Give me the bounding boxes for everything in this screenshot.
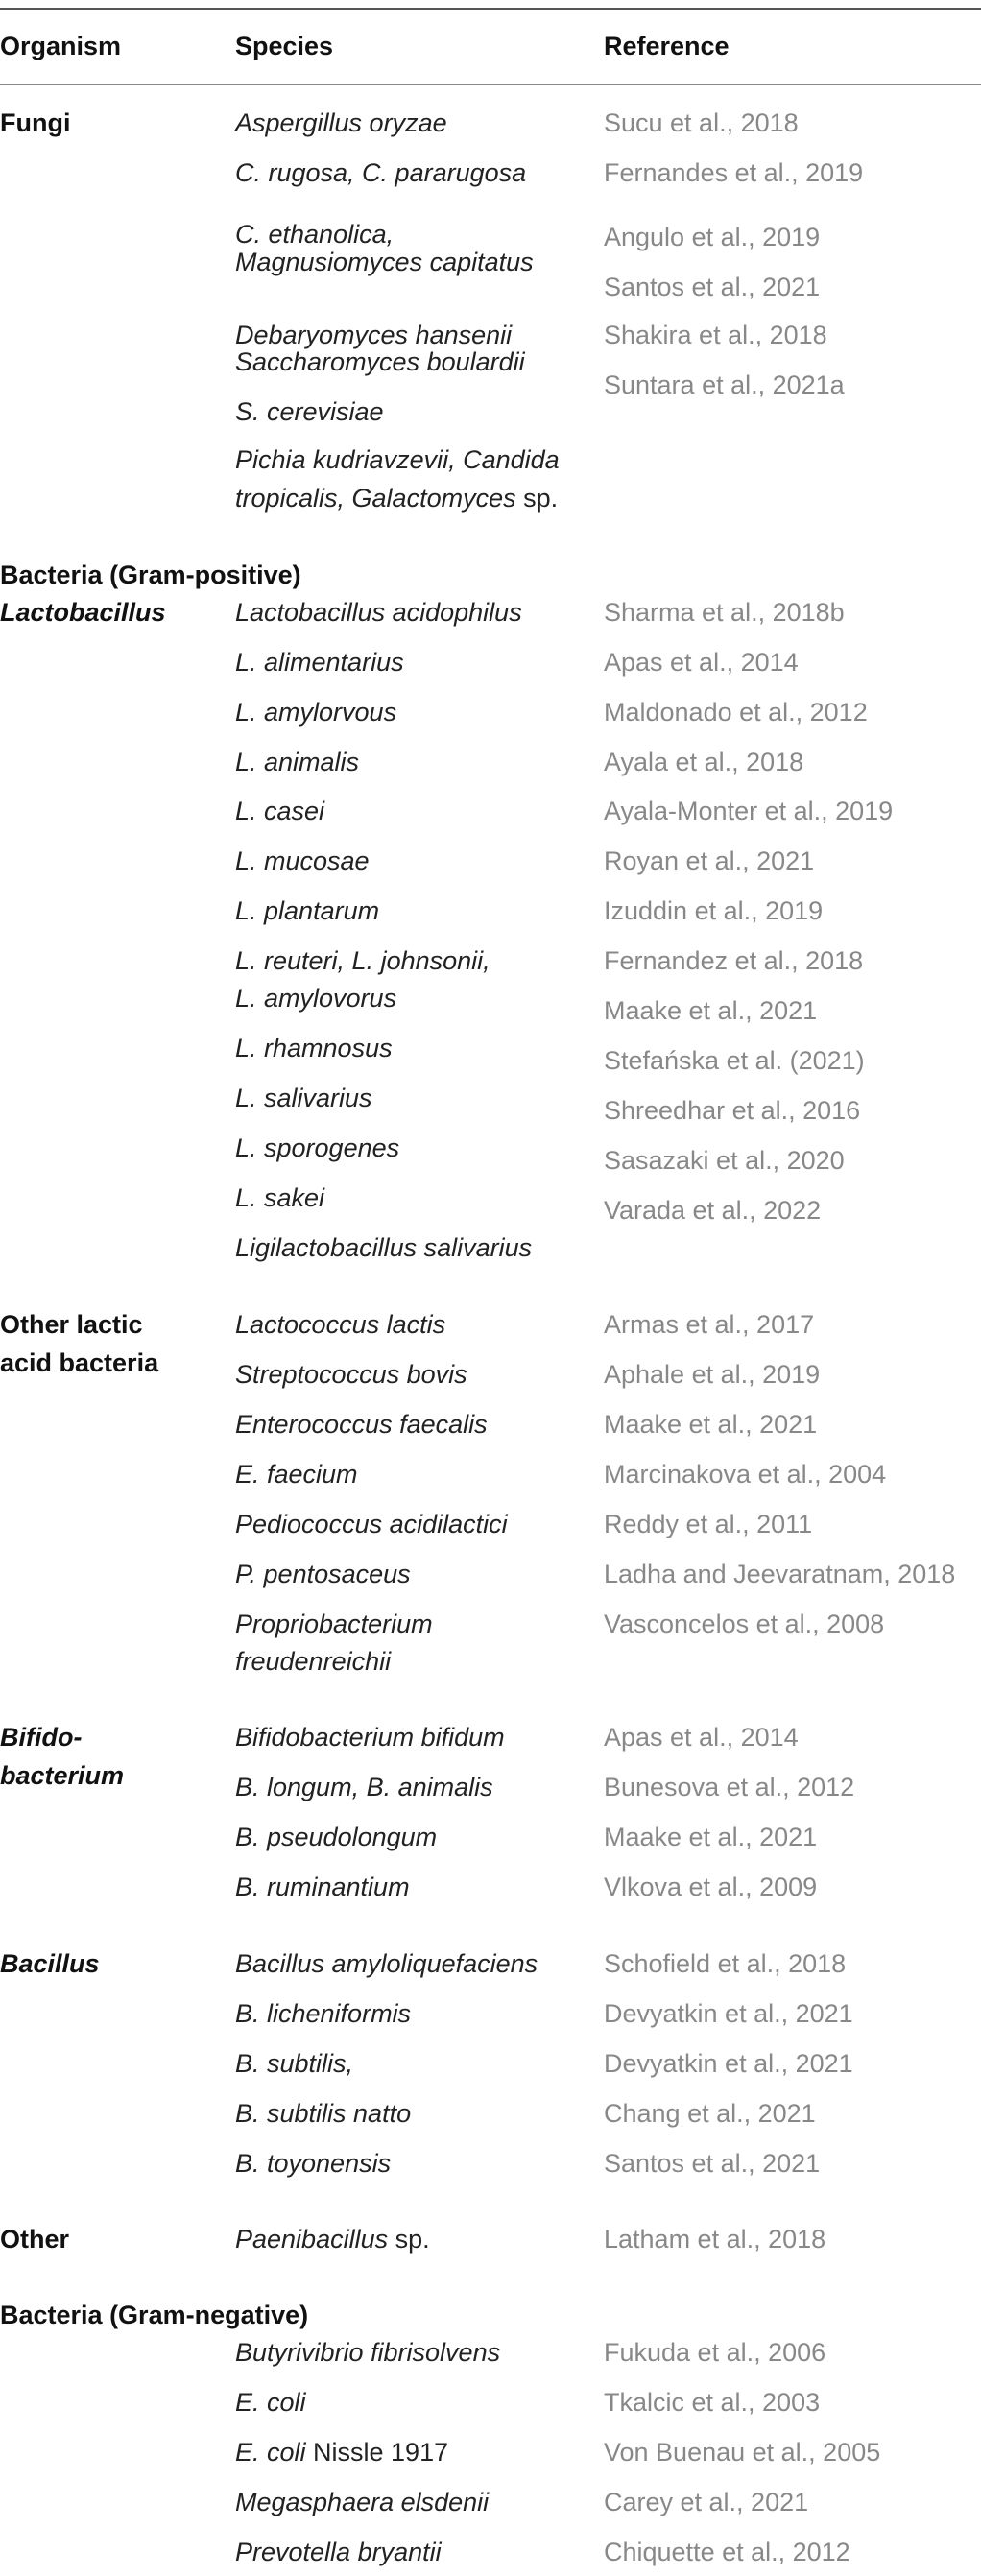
reference-cell: Carey et al., 2021: [604, 2488, 809, 2516]
species-cell: B. subtilis,: [235, 2049, 354, 2078]
table-top-rule: [0, 8, 981, 10]
reference-cell: Izuddin et al., 2019: [604, 896, 824, 925]
reference-cell: Apas et al., 2014: [604, 648, 799, 677]
organism-bacillus: Bacillus: [0, 1949, 100, 1978]
species-cell: L. sakei: [235, 1183, 325, 1212]
reference-cell: Sasazaki et al., 2020: [604, 1146, 845, 1175]
reference-cell: Vlkova et al., 2009: [604, 1872, 818, 1901]
header-reference: Reference: [604, 32, 730, 60]
organism-lactobacillus: Lactobacillus: [0, 598, 166, 627]
reference-cell: Shreedhar et al., 2016: [604, 1096, 861, 1125]
reference-cell: Reddy et al., 2011: [604, 1510, 813, 1538]
header-species: Species: [235, 32, 334, 60]
species-cell: Bifidobacterium bifidum: [235, 1723, 505, 1752]
species-cell: E. coli Nissle 1917: [235, 2438, 449, 2467]
organism-other: Other: [0, 2225, 70, 2254]
species-cell: E. faecium: [235, 1460, 358, 1489]
header-organism: Organism: [0, 32, 122, 60]
species-cell: Lactococcus lactis: [235, 1310, 446, 1339]
species-cell: Megasphaera elsdenii: [235, 2488, 490, 2516]
species-cell: freudenreichii: [235, 1647, 392, 1676]
reference-cell: Santos et al., 2021: [604, 2149, 821, 2178]
section-gram-negative: Bacteria (Gram-negative): [0, 2301, 309, 2329]
species-cell: Aspergillus oryzae: [235, 108, 447, 137]
organism-bifido-line2: bacterium: [0, 1761, 125, 1790]
species-cell: C. rugosa, C. pararugosa: [235, 158, 527, 187]
reference-cell: Schofield et al., 2018: [604, 1949, 847, 1978]
organism-other-lactic-line2: acid bacteria: [0, 1348, 159, 1377]
organism-fungi: Fungi: [0, 108, 71, 137]
species-cell: Bacillus amyloliquefaciens: [235, 1949, 538, 1978]
reference-cell: Vasconcelos et al., 2008: [604, 1610, 885, 1638]
species-cell: L. amylovorus: [235, 984, 397, 1013]
species-cell: Butyrivibrio fibrisolvens: [235, 2338, 501, 2367]
species-cell: tropicalis, Galactomyces sp.: [235, 484, 559, 513]
reference-cell: Maldonado et al., 2012: [604, 698, 868, 727]
reference-cell: Fernandez et al., 2018: [604, 946, 864, 975]
species-cell: S. cerevisiae: [235, 397, 384, 426]
species-cell: B. longum, B. animalis: [235, 1773, 493, 1801]
reference-cell: Shakira et al., 2018: [604, 321, 827, 349]
species-cell: B. ruminantium: [235, 1872, 410, 1901]
reference-cell: Aphale et al., 2019: [604, 1360, 821, 1389]
reference-cell: Royan et al., 2021: [604, 847, 815, 875]
species-cell: Lactobacillus acidophilus: [235, 598, 522, 627]
species-cell: Magnusiomyces capitatus: [235, 248, 534, 276]
reference-cell: Apas et al., 2014: [604, 1723, 799, 1752]
species-cell: Streptococcus bovis: [235, 1360, 467, 1389]
reference-cell: Fernandes et al., 2019: [604, 158, 864, 187]
reference-cell: Chiquette et al., 2012: [604, 2538, 850, 2566]
reference-cell: Chang et al., 2021: [604, 2099, 816, 2128]
reference-cell: Fukuda et al., 2006: [604, 2338, 826, 2367]
species-cell: B. pseudolongum: [235, 1823, 438, 1851]
reference-cell: Santos et al., 2021: [604, 273, 821, 301]
reference-cell: Ladha and Jeevaratnam, 2018: [604, 1560, 956, 1588]
species-cell: L. mucosae: [235, 847, 370, 875]
reference-cell: Marcinakova et al., 2004: [604, 1460, 887, 1489]
reference-cell: Devyatkin et al., 2021: [604, 2049, 853, 2078]
header-rule: [0, 84, 981, 85]
reference-cell: Ayala-Monter et al., 2019: [604, 797, 894, 825]
species-cell: L. salivarius: [235, 1084, 372, 1112]
species-cell: Paenibacillus sp.: [235, 2225, 430, 2254]
species-cell: Pediococcus acidilactici: [235, 1510, 508, 1538]
reference-cell: Devyatkin et al., 2021: [604, 1999, 853, 2028]
reference-cell: Ayala et al., 2018: [604, 748, 804, 776]
species-cell: Prevotella bryantii: [235, 2538, 442, 2566]
species-cell: L. amylorvous: [235, 698, 397, 727]
species-cell: L. sporogenes: [235, 1133, 400, 1162]
species-cell: Enterococcus faecalis: [235, 1410, 488, 1439]
species-cell: B. licheniformis: [235, 1999, 412, 2028]
reference-cell: Sharma et al., 2018b: [604, 598, 845, 627]
species-cell: L. reuteri, L. johnsonii,: [235, 946, 490, 975]
species-cell: Saccharomyces boulardii: [235, 347, 525, 376]
reference-cell: Maake et al., 2021: [604, 1823, 818, 1851]
reference-cell: Bunesova et al., 2012: [604, 1773, 855, 1801]
species-cell: L. plantarum: [235, 896, 380, 925]
species-cell: L. rhamnosus: [235, 1034, 393, 1062]
species-cell: B. toyonensis: [235, 2149, 392, 2178]
species-cell: Debaryomyces hansenii: [235, 321, 513, 349]
reference-cell: Maake et al., 2021: [604, 1410, 818, 1439]
reference-cell: Armas et al., 2017: [604, 1310, 815, 1339]
species-cell: L. alimentarius: [235, 648, 404, 677]
species-cell: B. subtilis natto: [235, 2099, 412, 2128]
species-cell: E. coli: [235, 2388, 306, 2417]
reference-cell: Maake et al., 2021: [604, 996, 818, 1025]
species-cell: P. pentosaceus: [235, 1560, 411, 1588]
species-cell: L. animalis: [235, 748, 360, 776]
reference-cell: Von Buenau et al., 2005: [604, 2438, 881, 2467]
reference-cell: Angulo et al., 2019: [604, 223, 821, 251]
species-cell: Ligilactobacillus salivarius: [235, 1233, 533, 1262]
reference-cell: Latham et al., 2018: [604, 2225, 826, 2254]
species-cell: L. casei: [235, 797, 325, 825]
reference-cell: Varada et al., 2022: [604, 1196, 822, 1225]
section-gram-positive: Bacteria (Gram-positive): [0, 561, 301, 589]
organism-bifido-line1: Bifido-: [0, 1723, 83, 1752]
species-cell: Propriobacterium: [235, 1610, 433, 1638]
organism-other-lactic-line1: Other lactic: [0, 1310, 143, 1339]
reference-cell: Tkalcic et al., 2003: [604, 2388, 821, 2417]
reference-cell: Sucu et al., 2018: [604, 108, 799, 137]
reference-cell: Stefańska et al. (2021): [604, 1046, 865, 1075]
species-cell: C. ethanolica,: [235, 220, 395, 249]
reference-cell: Suntara et al., 2021a: [604, 370, 845, 399]
species-cell: Pichia kudriavzevii, Candida: [235, 445, 560, 474]
